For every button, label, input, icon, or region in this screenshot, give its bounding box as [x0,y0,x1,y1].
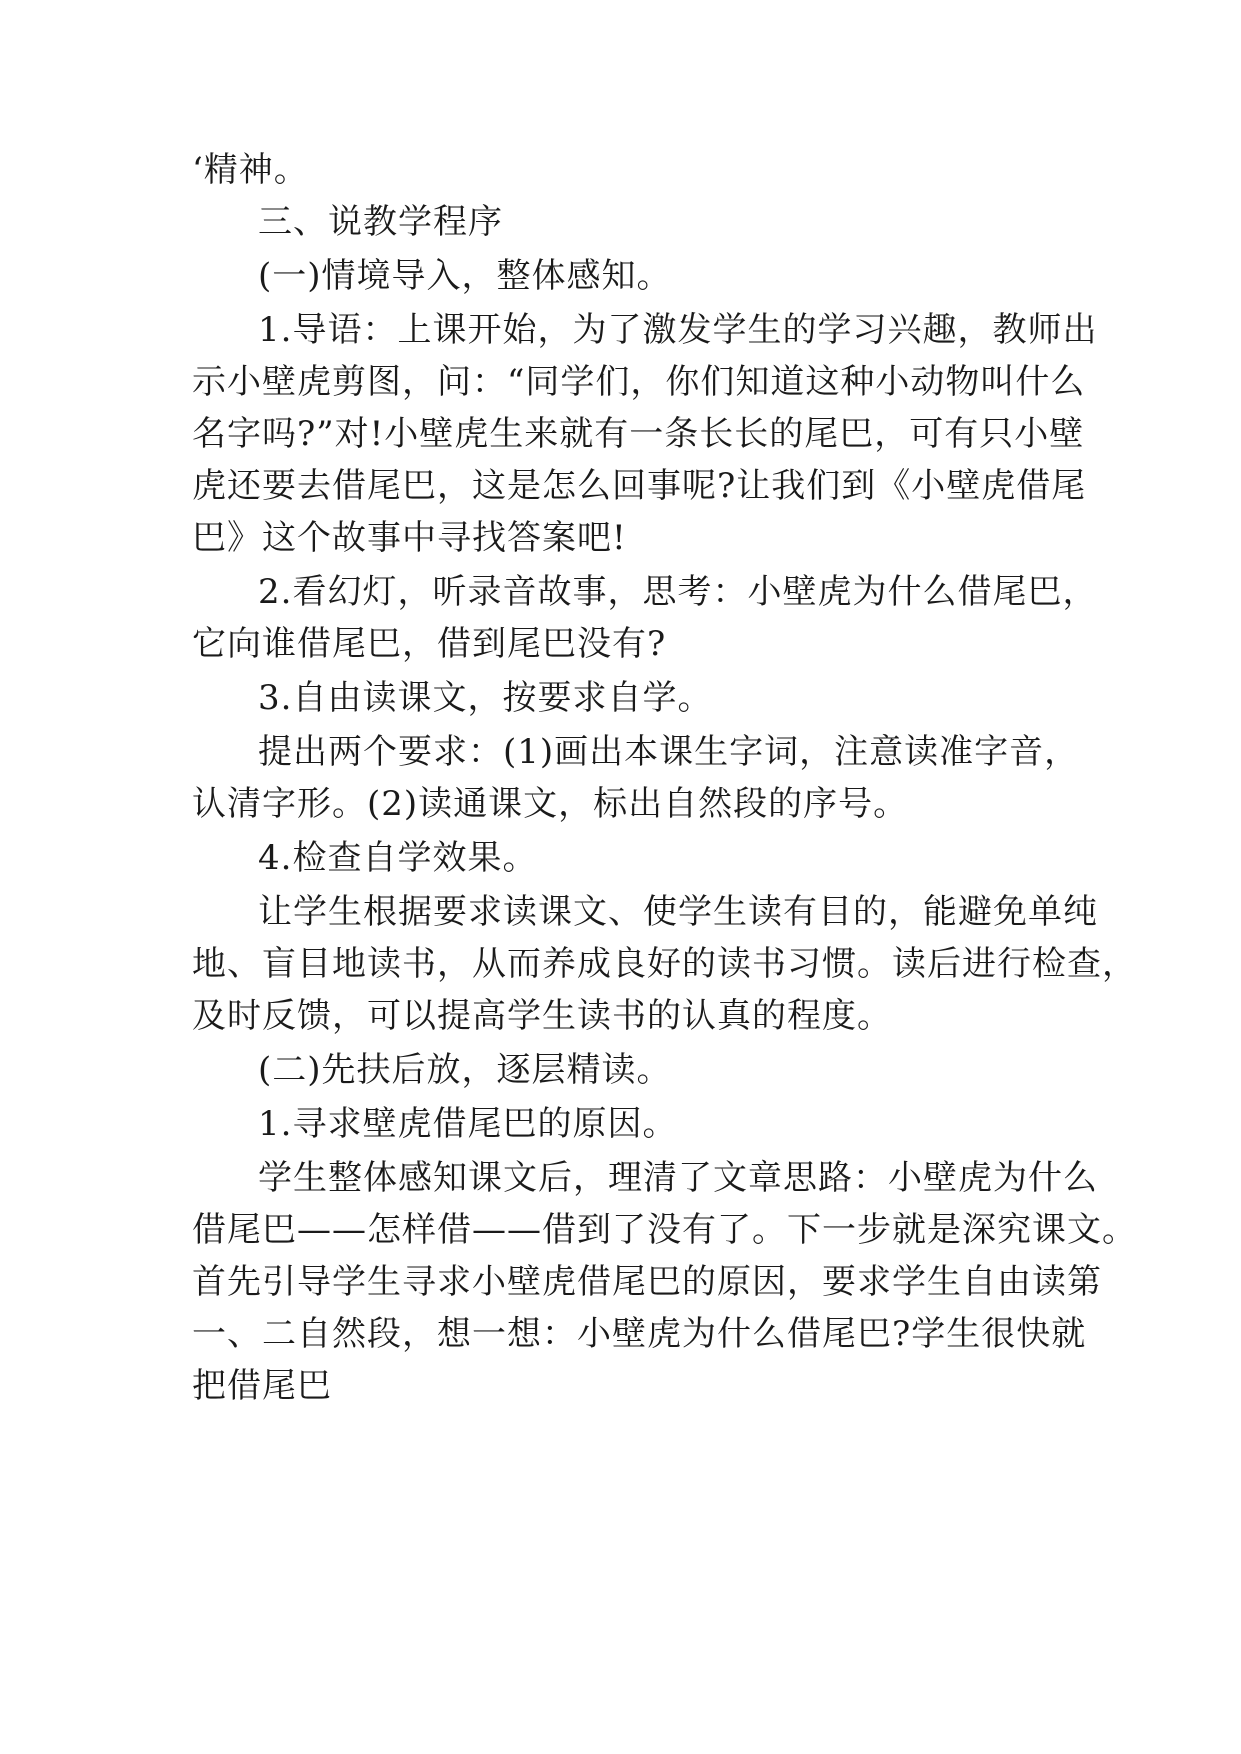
text-line: 认清字形。(2)读通课文，标出自然段的序号。 [192,784,909,824]
text-line: 一、二自然段，想一想：小壁虎为什么借尾巴?学生很快就 [192,1314,1087,1354]
text-line: 虎还要去借尾巴，这是怎么回事呢?让我们到《小壁虎借尾 [192,466,1087,506]
text-line: 1.寻求壁虎借尾巴的原因。 [258,1104,678,1144]
text-line: 及时反馈，可以提高学生读书的认真的程度。 [192,996,892,1036]
text-line: ‘精神。 [192,150,309,190]
subsection-heading: (二)先扶后放，逐层精读。 [258,1050,672,1090]
text-line: 学生整体感知课文后，理清了文章思路：小壁虎为什么 [258,1158,1098,1198]
text-line: 示小壁虎剪图，问：“同学们，你们知道这种小动物叫什么 [192,362,1086,402]
text-line: 名字吗?”对!小壁虎生来就有一条长长的尾巴，可有只小壁 [192,414,1085,454]
text-line: 2.看幻灯，听录音故事，思考：小壁虎为什么借尾巴， [258,572,1098,612]
text-line: 地、盲目地读书，从而养成良好的读书习惯。读后进行检查， [192,944,1137,984]
text-line: 3.自由读课文，按要求自学。 [258,678,713,718]
text-line: 让学生根据要求读课文、使学生读有目的，能避免单纯 [258,892,1098,932]
text-line: 4.检查自学效果。 [258,838,538,878]
section-heading: 三、说教学程序 [258,202,503,242]
text-line: 首先引导学生寻求小壁虎借尾巴的原因，要求学生自由读第 [192,1262,1102,1302]
text-line: 1.导语：上课开始，为了激发学生的学习兴趣，教师出 [258,310,1098,350]
text-line: 借尾巴——怎样借——借到了没有了。下一步就是深究课文。 [192,1210,1137,1250]
text-line: 巴》这个故事中寻找答案吧! [192,518,627,558]
text-line: 把借尾巴 [192,1366,332,1406]
text-line: 它向谁借尾巴，借到尾巴没有? [192,624,667,664]
text-line: 提出两个要求：(1)画出本课生字词，注意读准字音， [258,732,1080,772]
subsection-heading: (一)情境导入，整体感知。 [258,256,672,296]
